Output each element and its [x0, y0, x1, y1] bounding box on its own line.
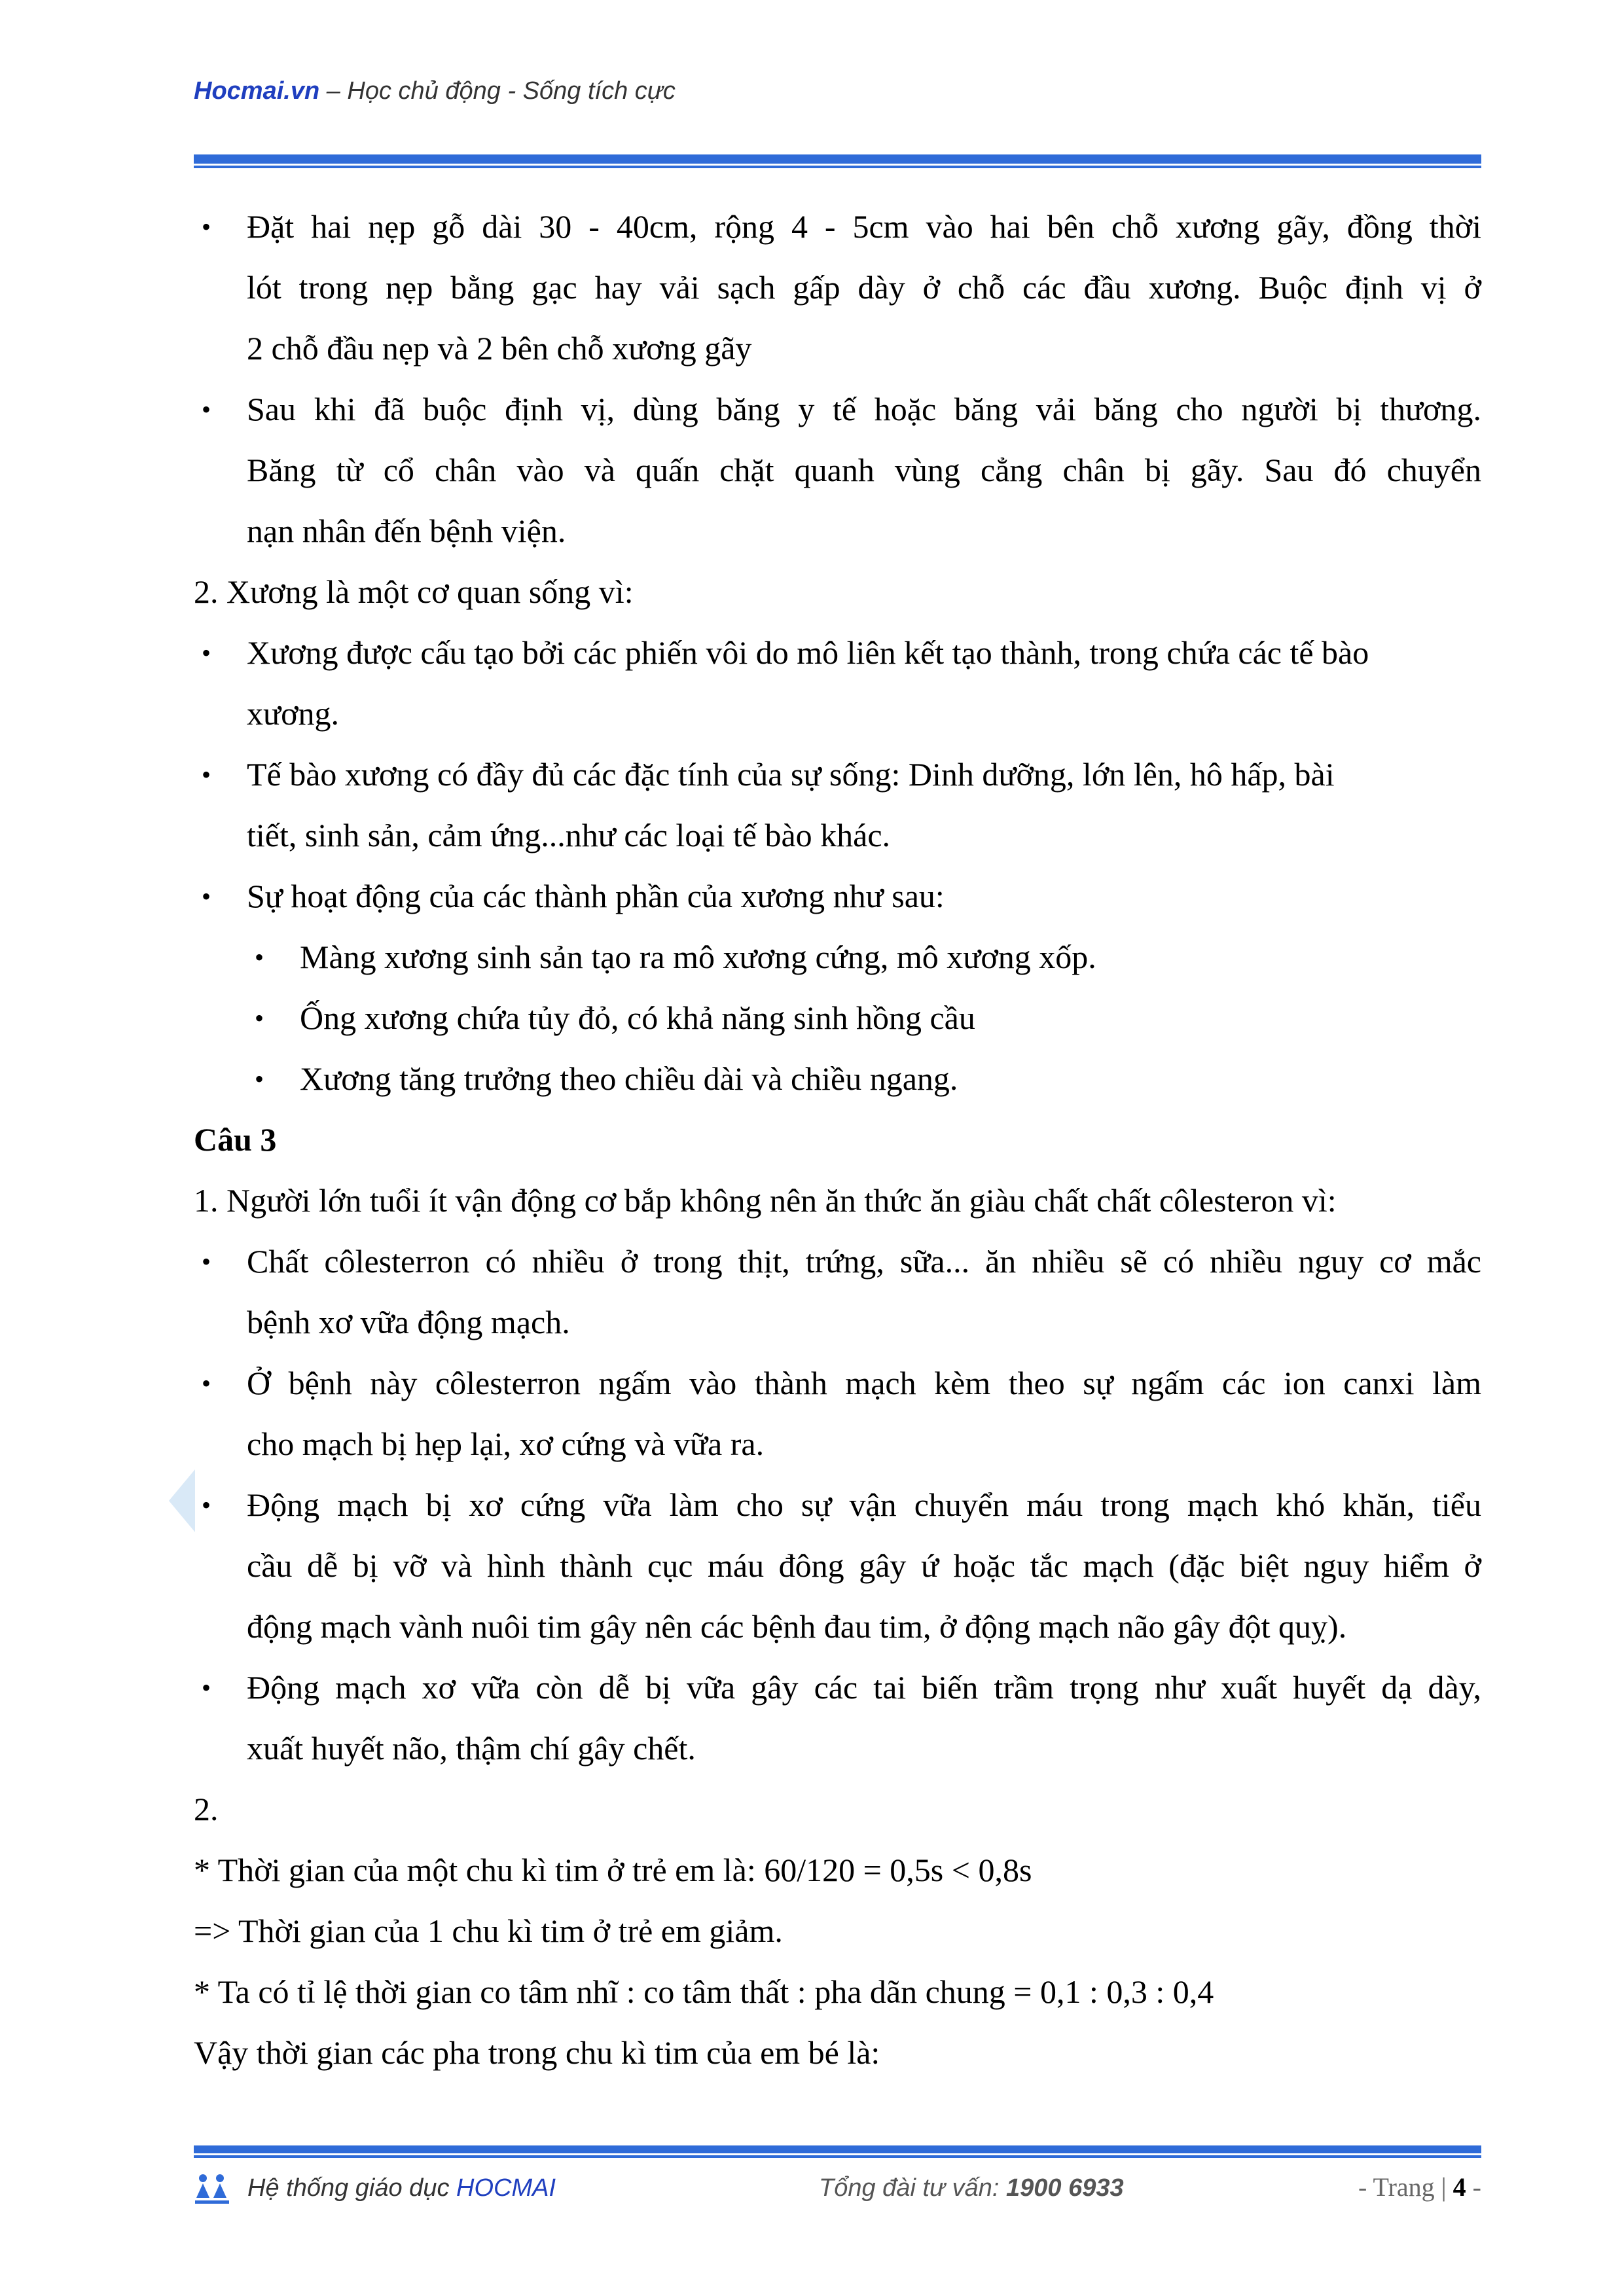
line-text: Đặt hai nẹp gỗ dài 30 - 40cm, rộng 4 - 5cm vào hai bên chỗ xương gãy, đồng thời: [247, 208, 1481, 245]
line-text: bệnh xơ vữa động mạch.: [247, 1304, 570, 1340]
page-number-block: [1358, 2172, 1481, 2202]
bullet-icon: •: [202, 638, 211, 668]
line-text: Ở bệnh này côlesterron ngấm vào thành mạch kèm theo sự ngấm các ion canxi làm: [247, 1365, 1481, 1401]
line-text: 2.: [194, 1791, 219, 1827]
line-text: * Ta có tỉ lệ thời gian co tâm nhĩ : co tâm thất : pha dãn chung = 0,1 : 0,3 : 0,4: [194, 1973, 1214, 2010]
text-line: [194, 1596, 1481, 1657]
document-body: [194, 196, 1481, 2083]
bullet-icon: •: [255, 942, 264, 972]
line-text: => Thời gian của 1 chu kì tim ở trẻ em giảm.: [194, 1912, 783, 1949]
text-line: [194, 1901, 1481, 1962]
line-text: tiết, sinh sản, cảm ứng...như các loại tế bào khác.: [247, 817, 891, 853]
list-item: [194, 1049, 1481, 1109]
text-line: [194, 257, 1481, 318]
line-text: 1. Người lớn tuổi ít vận động cơ bắp không nên ăn thức ăn giàu chất chất côlesteron vì:: [194, 1182, 1337, 1219]
list-item: [194, 744, 1481, 805]
line-text: Xương tăng trưởng theo chiều dài và chiều ngang.: [300, 1060, 958, 1097]
line-text: Xương được cấu tạo bởi các phiến vôi do mô liên kết tạo thành, trong chứa các tế bào: [247, 634, 1369, 671]
bullet-icon: •: [255, 1064, 264, 1094]
page-number: 4: [1453, 2172, 1466, 2202]
text-line: [194, 2022, 1481, 2083]
text-line: [194, 1414, 1481, 1475]
list-item: [194, 379, 1481, 440]
previous-page-arrow-icon[interactable]: [169, 1469, 195, 1532]
line-text: nạn nhân đến bệnh viện.: [247, 512, 566, 549]
line-text: cho mạch bị hẹp lại, xơ cứng và vữa ra.: [247, 1426, 765, 1462]
line-text: Câu 3: [194, 1121, 277, 1158]
text-line: [194, 318, 1481, 379]
list-item: [194, 1231, 1481, 1292]
text-line: [194, 1718, 1481, 1779]
header-rule-thin: [194, 166, 1481, 168]
text-line: [194, 1779, 1481, 1840]
bullet-icon: •: [202, 1247, 211, 1276]
header-tagline: – Học chủ động - Sống tích cực: [319, 77, 676, 105]
page-suffix: -: [1466, 2172, 1481, 2202]
list-item: [194, 196, 1481, 257]
line-text: động mạch vành nuôi tim gây nên các bệnh đau tim, ở động mạch não gây đột quỵ).: [247, 1608, 1347, 1645]
text-line: [194, 1535, 1481, 1596]
line-text: Màng xương sinh sản tạo ra mô xương cứng, mô xương xốp.: [300, 939, 1096, 975]
list-item: [194, 1353, 1481, 1414]
text-line: [194, 683, 1481, 744]
line-text: cầu dễ bị vỡ và hình thành cục máu đông gây ứ hoặc tắc mạch (đặc biệt nguy hiểm ở: [247, 1547, 1481, 1584]
text-line: [194, 1109, 1481, 1170]
bullet-icon: •: [202, 395, 211, 424]
bullet-icon: •: [202, 1369, 211, 1398]
line-text: Băng từ cổ chân vào và quấn chặt quanh vùng cẳng chân bị gãy. Sau đó chuyển: [247, 452, 1481, 488]
list-item: [194, 988, 1481, 1049]
line-text: 2. Xương là một cơ quan sống vì:: [194, 573, 634, 610]
bullet-icon: •: [202, 760, 211, 789]
line-text: Sau khi đã buộc định vị, dùng băng y tế hoặc băng vải băng cho người bị thương.: [247, 391, 1481, 427]
hotline-number: 1900 6933: [1006, 2174, 1124, 2202]
footer-rule-thin: [194, 2155, 1481, 2158]
line-text: Động mạch bị xơ cứng vữa làm cho sự vận chuyển máu trong mạch khó khăn, tiểu: [247, 1486, 1481, 1523]
line-text: 2 chỗ đầu nẹp và 2 bên chỗ xương gãy: [247, 330, 752, 367]
list-item: [194, 927, 1481, 988]
text-line: [194, 1840, 1481, 1901]
line-text: * Thời gian của một chu kì tim ở trẻ em là: 60/120 = 0,5s < 0,8s: [194, 1852, 1032, 1888]
text-line: [194, 805, 1481, 866]
bullet-icon: •: [202, 882, 211, 911]
page-footer: [194, 2172, 1481, 2211]
line-text: Ống xương chứa tủy đỏ, có khả năng sinh hồng cầu: [300, 999, 975, 1036]
list-item: [194, 1657, 1481, 1718]
bullet-icon: •: [202, 212, 211, 242]
text-line: [194, 1962, 1481, 2022]
list-item: [194, 622, 1481, 683]
line-text: xuất huyết não, thậm chí gây chết.: [247, 1730, 696, 1767]
line-text: Tế bào xương có đầy đủ các đặc tính của sự sống: Dinh dưỡng, lớn lên, hô hấp, bài: [247, 756, 1335, 793]
bullet-icon: •: [255, 1003, 264, 1033]
page-prefix: - Trang |: [1358, 2172, 1453, 2202]
footer-system-text: [247, 2174, 556, 2202]
bullet-icon: •: [202, 1673, 211, 1702]
text-line: [194, 1170, 1481, 1231]
footer-hotline-text: [819, 2174, 1124, 2202]
header-rule: [194, 154, 1481, 164]
line-text: Sự hoạt động của các thành phần của xương như sau:: [247, 878, 945, 914]
footer-left-prefix: Hệ thống giáo dục: [247, 2174, 457, 2202]
text-line: [194, 1292, 1481, 1353]
footer-rule: [194, 2145, 1481, 2153]
text-line: [194, 562, 1481, 622]
text-line: [194, 440, 1481, 501]
line-text: xương.: [247, 695, 340, 732]
brand-name: Hocmai.vn: [194, 77, 320, 105]
page-header: [194, 77, 676, 105]
hocmai-logo-icon: [194, 2172, 230, 2206]
line-text: Chất côlesterron có nhiều ở trong thịt, trứng, sữa... ăn nhiều sẽ có nhiều nguy cơ mắc: [247, 1243, 1481, 1280]
list-item: [194, 866, 1481, 927]
line-text: lót trong nẹp bằng gạc hay vải sạch gấp dày ở chỗ các đầu xương. Buộc định vị ở: [247, 269, 1481, 306]
bullet-icon: •: [202, 1490, 211, 1520]
line-text: Động mạch xơ vữa còn dễ bị vữa gây các tai biến trầm trọng như xuất huyết dạ dày,: [247, 1669, 1481, 1706]
list-item: [194, 1475, 1481, 1535]
hotline-label: Tổng đài tư vấn:: [819, 2174, 1007, 2202]
footer-brand: HOCMAI: [456, 2174, 556, 2202]
line-text: Vậy thời gian các pha trong chu kì tim của em bé là:: [194, 2034, 880, 2071]
text-line: [194, 501, 1481, 562]
